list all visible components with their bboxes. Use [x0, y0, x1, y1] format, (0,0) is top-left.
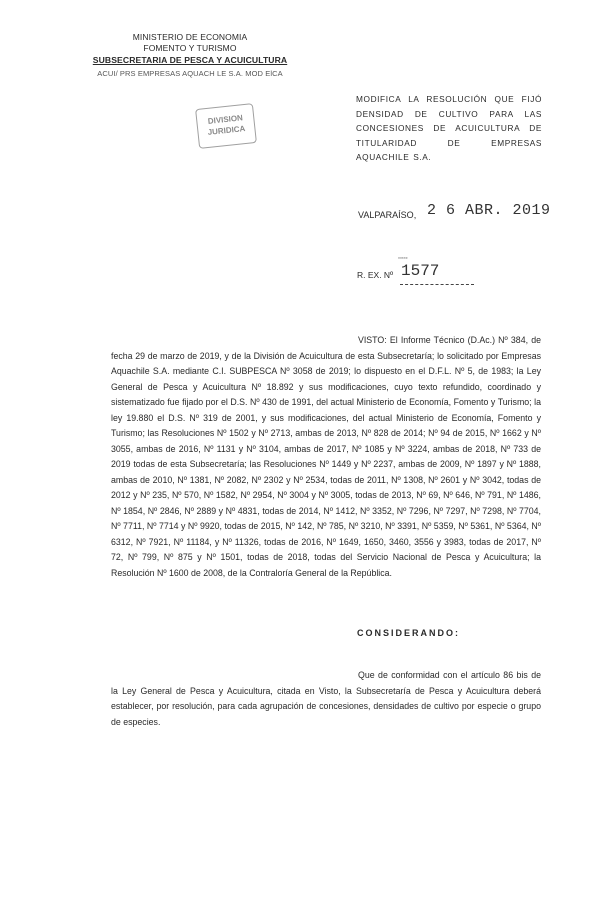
considerando-paragraph: Que de conformidad con el artículo 86 bis de la Ley General de Pesca y Acuicultura, citada en Visto, la Subsecretaría de Pesca y Acuicultura deberá establecer, por resolución, para cada agrupación de concesiones, densidades de cultivo por especie o grupo de especies.	[111, 670, 541, 727]
resolution-underline	[400, 284, 474, 285]
resolution-small-mark: *****	[398, 257, 408, 263]
date-stamp: 2 6 ABR. 2019	[427, 202, 551, 219]
subsecretaria-name: SUBSECRETARIA DE PESCA Y ACUICULTURA	[92, 55, 288, 65]
visto-paragraph: VISTO: El Informe Técnico (D.Ac.) Nº 384, de fecha 29 de marzo de 2019, y de la División de Acuicultura de esta Subsecretaría; lo solicitado por Empresas Aquachile S.A. mediante C.I. SUBPESCA Nº 3058 de 2019; lo dispuesto en el D.F.L. Nº 5, de 1983; la Ley General de Pesca y Acuicultura Nº 18.892 y sus modificaciones, cuyo texto refundido, coordinado y sistematizado fue fijado por el D.S. Nº 430 de 1991, del actual Ministerio de Economía, Fomento y Turismo; la ley 19.880 el D.S. Nº 319 de 2001, y sus modificaciones, del actual Ministerio de Economía, Fomento y Turismo; las Resoluciones Nº 1502 y Nº 2713, ambas de 2013, Nº 828 de 2014; Nº 94 de 2015, Nº 1662 y Nº 3055, ambas de 2016, Nº 1131 y Nº 3104, ambas de 2017, Nº 1085 y Nº 3224, ambas de 2018, Nº 733 de 2019 todas de esta Subsecretaría; las Resoluciones Nº 1449 y Nº 2237, ambas de 2009, Nº 1897 y Nº 1888, ambas de 2010, Nº 1381, Nº 2082, Nº 2302 y Nº 2534, todas de 2011, Nº 1308, Nº 2601 y Nº 3042, todas de 2012 y Nº 235, Nº 570, Nº 1582, Nº 2954, Nº 3004 y Nº 3005, todas de 2013, Nº 69, Nº 646, Nº 791, Nº 1486, Nº 1854, Nº 2846, Nº 2889 y Nº 4831, todas de 2014, Nº 1412, Nº 3352, Nº 7296, Nº 7297, Nº 7298, Nº 7704, Nº 7711, Nº 7714 y Nº 9920, todas de 2015, Nº 142, Nº 785, Nº 3210, Nº 3391, Nº 5359, Nº 5361, Nº 5364, Nº 6312, Nº 7921, Nº 11184, y Nº 11326, todas de 2016, Nº 1649, 1650, 3460, 3556 y 3983, todas de 2017, Nº 72, Nº 799, Nº 875 y Nº 1501, todas de 2018, todas del Servicio Nacional de Pesca y Acuicultura; la Resolución Nº 1600 de 2008, de la Contraloría General de la República.	[111, 335, 541, 578]
resolution-label: R. EX. Nº	[357, 270, 394, 280]
stamp-line-1: DIVISION	[207, 113, 244, 126]
ministry-line-2: FOMENTO Y TURISMO	[143, 43, 237, 53]
place-label: VALPARAÍSO,	[358, 210, 417, 220]
resolution-title: MODIFICA LA RESOLUCIÓN QUE FIJÓ DENSIDAD DE CULTIVO PARA LAS CONCESIONES DE ACUICULTURA DE TITULARIDAD DE EMPRESAS AQUACHILE S.A.	[356, 94, 542, 162]
division-juridica-stamp	[195, 103, 257, 149]
stamp-line-2: JURIDICA	[207, 124, 246, 137]
ministry-line-1: MINISTERIO DE ECONOMIA	[132, 32, 248, 42]
considerando-heading: CONSIDERANDO:	[357, 628, 461, 638]
file-reference: ACUI/ PRS EMPRESAS AQUACH LE S.A. MOD ElCA	[97, 69, 283, 78]
resolution-number: 1577	[401, 262, 440, 280]
